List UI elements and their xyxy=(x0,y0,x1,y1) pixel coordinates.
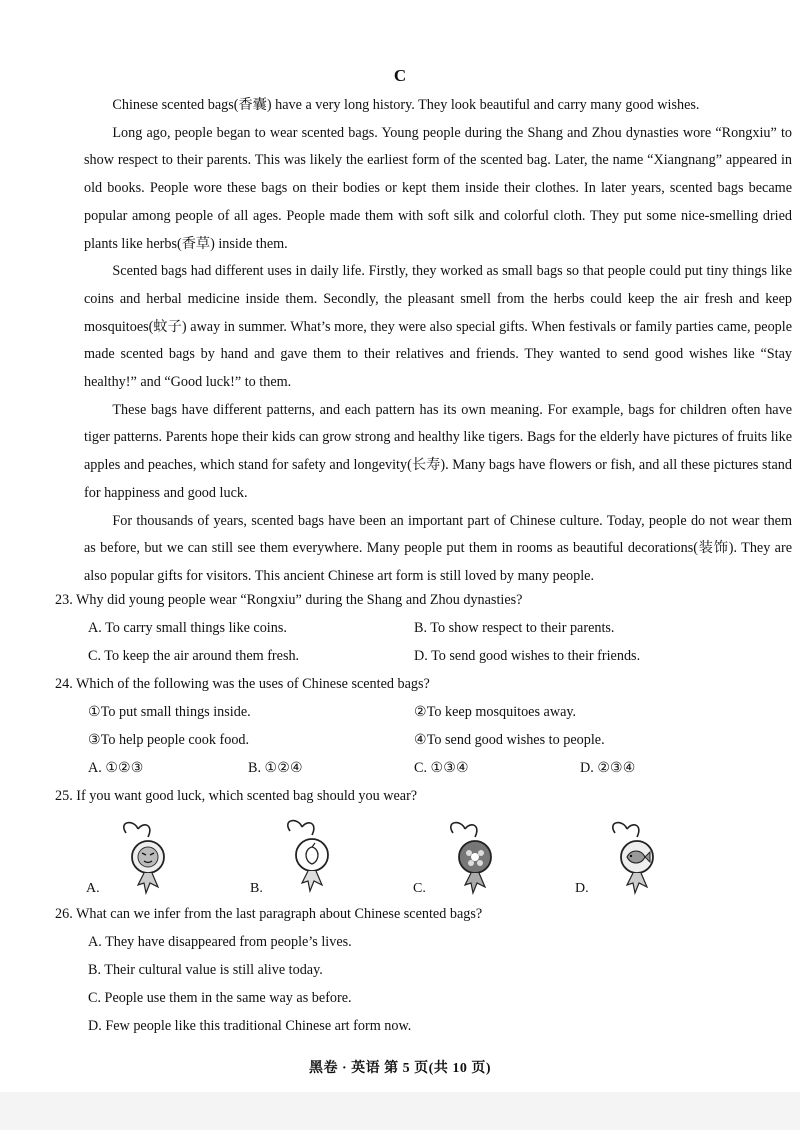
question-26-stem: 26. What can we infer from the last paragraph about Chinese scented bags? xyxy=(55,906,483,922)
q25-option-a-label: A. xyxy=(86,881,100,896)
reading-passage xyxy=(84,92,792,591)
paragraph-3: Scented bags had different uses in daily life. Firstly, they worked as small bags so that people could put tiny things like coins and herbal medicine inside them. Secondly, the pleasant smell from the herbs could keep the air fresh and keep mosquitoes(蚊子) away in summer. What’s more, they were also special gifts. When festivals or family parties came, people made scented bags by hand and gave them to their relatives and friends. They wanted to send good wishes like “Stay healthy!” and “Good luck!” to them. xyxy=(84,263,792,391)
fish-pattern-bag-icon xyxy=(593,817,663,895)
q26-option-a[interactable]: A. They have disappeared from people’s lives. xyxy=(88,934,352,950)
q25-option-c[interactable] xyxy=(413,817,523,897)
q23-option-c[interactable]: C. To keep the air around them fresh. xyxy=(88,648,300,664)
question-25-stem: 25. If you want good luck, which scented bag should you wear? xyxy=(55,788,418,804)
q23-option-d[interactable]: D. To send good wishes to their friends. xyxy=(414,648,641,664)
paragraph-4: These bags have different patterns, and each pattern has its own meaning. For example, bags for children often have tiger patterns. Parents hope their kids can grow strong and healthy like tigers. Bags for the elderly have pictures of fruits like apples and peaches, which stand for safety and longevity(长寿). Many bags have flowers or fish, and all these pictures stand for happiness and good luck. xyxy=(84,401,792,501)
q24-option-c[interactable]: C. ①③④ xyxy=(414,760,469,776)
question-23-stem: 23. Why did young people wear “Rongxiu” during the Shang and Zhou dynasties? xyxy=(55,592,523,608)
q24-statement-2: ②To keep mosquitoes away. xyxy=(414,704,577,720)
q24-option-b[interactable]: B. ①②④ xyxy=(248,760,303,776)
paragraph-1: Chinese scented bags(香囊) have a very long history. They look beautiful and carry many good wishes. xyxy=(112,97,700,113)
paragraph-2: Long ago, people began to wear scented bags. Young people during the Shang and Zhou dynasties wore “Rongxiu” to show respect to their parents. This was likely the earliest form of the scented bag. Later, the name “Xiangnang” appeared in old books. People wore these bags on their bodies or kept them inside their clothes. In later years, scented bags became popular among people of all ages. People made them with soft silk and colorful cloth. They put some nice-smelling dried plants like herbs(香草) inside them. xyxy=(84,124,792,252)
q26-option-c[interactable]: C. People use them in the same way as before. xyxy=(88,990,352,1006)
q24-statement-1: ①To put small things inside. xyxy=(88,704,251,720)
q24-option-a[interactable]: A. ①②③ xyxy=(88,760,144,776)
q25-option-b[interactable] xyxy=(250,817,360,897)
section-letter: C xyxy=(393,66,407,85)
q25-option-b-label: B. xyxy=(250,881,263,896)
q26-option-d[interactable]: D. Few people like this traditional Chinese art form now. xyxy=(88,1018,412,1034)
q24-option-d[interactable]: D. ②③④ xyxy=(580,760,636,776)
question-24-stem: 24. Which of the following was the uses of Chinese scented bags? xyxy=(55,676,430,692)
q23-option-a[interactable]: A. To carry small things like coins. xyxy=(88,620,287,636)
page-footer: 黑卷 · 英语 第 5 页(共 10 页) xyxy=(309,1061,491,1076)
q25-option-d-label: D. xyxy=(575,881,589,896)
q24-statement-3: ③To help people cook food. xyxy=(88,732,250,748)
tiger-pattern-bag-icon xyxy=(104,817,174,895)
q26-option-b[interactable]: B. Their cultural value is still alive today. xyxy=(88,962,323,978)
q25-option-d[interactable] xyxy=(575,817,685,897)
paragraph-5: For thousands of years, scented bags have been an important part of Chinese culture. Today, people do not wear them as before, but we can still see them everywhere. Many people put them in rooms as beautiful decorations(装饰). They are also popular gifts for visitors. This ancient Chinese art form is still loved by many people. xyxy=(84,512,792,584)
peach-pattern-bag-icon xyxy=(268,817,338,895)
q24-statement-4: ④To send good wishes to people. xyxy=(414,732,605,748)
q25-option-a[interactable] xyxy=(86,817,196,897)
scan-bottom-edge xyxy=(0,1092,800,1130)
q25-option-c-label: C. xyxy=(413,881,426,896)
flower-pattern-bag-icon xyxy=(431,817,501,895)
q23-option-b[interactable]: B. To show respect to their parents. xyxy=(414,620,615,636)
